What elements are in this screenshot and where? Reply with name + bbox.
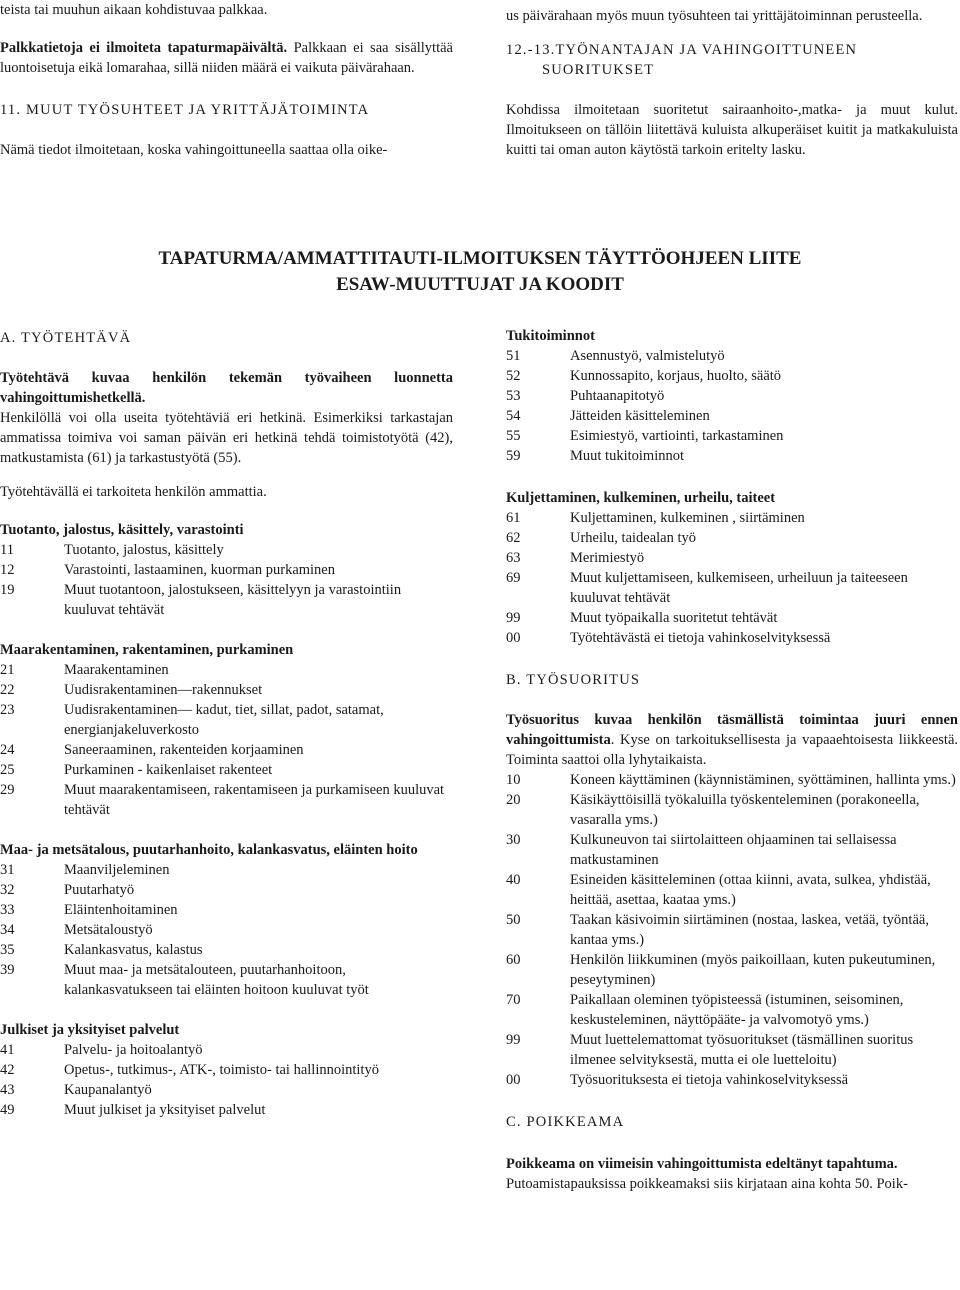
list-item: 62 Urheilu, taidealan työ bbox=[506, 530, 697, 546]
list-item: 61 Kuljettaminen, kulkeminen , siirtäminen bbox=[506, 510, 805, 526]
list-item: 22 Uudisrakentaminen—rakennukset bbox=[0, 682, 263, 698]
list-item: 51 Asennustyö, valmistelutyö bbox=[506, 348, 725, 364]
section-b-definition bbox=[506, 710, 958, 770]
list-item: 54 Jätteiden käsitteleminen bbox=[506, 408, 710, 424]
section-11-text: Nämä tiedot ilmoitetaan, koska vahingoittuneella saattaa olla oike- bbox=[0, 142, 388, 158]
code-list-construction bbox=[0, 660, 453, 820]
salary-bold-text: Palkkatietoja ei ilmoiteta tapaturmapäivältä. bbox=[0, 40, 288, 56]
group-title-agriculture: Maa- ja metsätalous, puutarhanhoito, kalankasvatus, eläinten hoito bbox=[0, 842, 418, 858]
section-a-definition: Työtehtävä kuvaa henkilön tekemän työvaiheen luonnetta vahingoittumishetkellä. bbox=[0, 370, 453, 406]
list-item: 59 Muut tukitoiminnot bbox=[506, 448, 684, 464]
list-item: 33 Eläintenhoitaminen bbox=[0, 902, 178, 918]
list-item: 42 Opetus-, tutkimus-, ATK-, toimisto- tai hallinnointityö bbox=[0, 1062, 379, 1078]
list-item: 49 Muut julkiset ja yksityiset palvelut bbox=[0, 1102, 266, 1118]
list-item: 31 Maanviljeleminen bbox=[0, 862, 170, 878]
code-list-support bbox=[506, 346, 958, 466]
list-item: 53 Puhtaanapitotyö bbox=[506, 388, 665, 404]
list-item: 20 Käsikäyttöisillä työkaluilla työskenteleminen (porakoneella, vasaralla yms.) bbox=[506, 792, 920, 828]
list-item: 43 Kaupanalantyö bbox=[0, 1082, 152, 1098]
list-item: 40 Esineiden käsitteleminen (ottaa kiinni, avata, sulkea, yhdistää, heittää, asettaa, kaataa yms.) bbox=[506, 872, 931, 908]
list-item: 70 Paikallaan oleminen työpisteessä (istuminen, seisominen, keskusteleminen, näyttöpääte- ja valvomotyö yms.) bbox=[506, 992, 904, 1028]
section-b-bold-text: Työsuoritus kuvaa henkilön täsmällistä toimintaa juuri ennen vahingoittumista bbox=[506, 712, 958, 748]
code-list-work-activity bbox=[506, 770, 958, 1090]
list-item: 39 Muut maa- ja metsätalouteen, puutarhanhoitoon, kalankasvatukseen tai eläinten hoitoon kuuluvat työt bbox=[0, 962, 369, 998]
top-right-column bbox=[506, 6, 958, 160]
main-heading-line1: TAPATURMA/AMMATTITAUTI-ILMOITUKSEN TÄYTTÖOHJEEN LIITE bbox=[158, 248, 802, 269]
code-list-production bbox=[0, 540, 453, 620]
list-item: 99 Muut luettelemattomat työsuoritukset (täsmällinen suoritus ilmenee selvityksestä, mutta ei ole luetteloitu) bbox=[506, 1032, 914, 1068]
list-item: 00 Työtehtävästä ei tietoja vahinkoselvityksessä bbox=[506, 630, 831, 646]
section-12-text: Kohdissa ilmoitetaan suoritetut sairaanhoito-,matka- ja muut kulut. Ilmoitukseen on tällöin liitettävä kuluista alkuperäiset kuitit ja matkakuluista kuitti tai oman auton käytöstä tarkoin eritelty lasku. bbox=[506, 102, 958, 158]
section-11-heading: 11. MUUT TYÖSUHTEET JA YRITTÄJÄTOIMINTA bbox=[0, 102, 370, 118]
section-a-heading: A. TYÖTEHTÄVÄ bbox=[0, 330, 132, 346]
list-item: 25 Purkaminen - kaikenlaiset rakenteet bbox=[0, 762, 273, 778]
list-item: 34 Metsätaloustyö bbox=[0, 922, 153, 938]
list-item: 50 Taakan käsivoimin siirtäminen (nostaa, laskea, vetää, työntää, kantaa yms.) bbox=[506, 912, 929, 948]
list-item: 41 Palvelu- ja hoitoalantyö bbox=[0, 1042, 203, 1058]
code-list-transport bbox=[506, 508, 958, 648]
list-item: 24 Saneeraaminen, rakenteiden korjaaminen bbox=[0, 742, 304, 758]
section-c-definition: Poikkeama on viimeisin vahingoittumista edeltänyt tapahtuma. bbox=[506, 1156, 898, 1172]
group-title-support: Tukitoiminnot bbox=[506, 328, 595, 344]
code-list-services bbox=[0, 1040, 453, 1120]
section-b-text: . Kyse on tarkoituksellisesta ja vapaaehtoisesta liikkeestä. Toiminta saattoi olla lyhytaikaista. bbox=[506, 732, 958, 768]
left-main-column bbox=[0, 328, 453, 1120]
continued-paragraph: teista tai muuhun aikaan kohdistuvaa palkkaa. bbox=[0, 2, 268, 18]
list-item: 23 Uudisrakentaminen— kadut, tiet, sillat, padot, satamat, energianjakeluverkosto bbox=[0, 702, 384, 738]
continued-paragraph-right: us päivärahaan myös muun työsuhteen tai yrittäjätoiminnan perusteella. bbox=[506, 8, 923, 24]
list-item: 55 Esimiestyö, vartiointi, tarkastaminen bbox=[506, 428, 784, 444]
list-item: 29 Muut maarakentamiseen, rakentamiseen ja purkamiseen kuuluvat tehtävät bbox=[0, 782, 445, 818]
list-item: 69 Muut kuljettamiseen, kulkemiseen, urheiluun ja taiteeseen kuuluvat tehtävät bbox=[506, 570, 908, 606]
section-12-heading-line2: SUORITUKSET bbox=[542, 62, 655, 78]
list-item: 00 Työsuorituksesta ei tietoja vahinkoselvityksessä bbox=[506, 1072, 849, 1088]
group-title-construction: Maarakentaminen, rakentaminen, purkaminen bbox=[0, 642, 294, 658]
section-12-heading-line1: 12.-13.TYÖNANTAJAN JA VAHINGOITTUNEEN bbox=[506, 42, 858, 58]
section-c-text: Putoamistapauksissa poikkeamaksi siis kirjataan aina kohta 50. Poik- bbox=[506, 1176, 908, 1192]
list-item: 11 Tuotanto, jalostus, käsittely bbox=[0, 542, 224, 558]
main-heading bbox=[0, 246, 960, 298]
section-c-heading: C. POIKKEAMA bbox=[506, 1114, 625, 1130]
list-item: 60 Henkilön liikkuminen (myös paikoillaan, kuten pukeutuminen, peseytyminen) bbox=[506, 952, 936, 988]
list-item: 52 Kunnossapito, korjaus, huolto, säätö bbox=[506, 368, 782, 384]
group-title-services: Julkiset ja yksityiset palvelut bbox=[0, 1022, 180, 1038]
section-a-explanation: Henkilöllä voi olla useita työtehtäviä eri hetkinä. Esimerkiksi tarkastajan ammatissa toimiva voi saman päivän eri hetkinä tehdä toimistotyötä (42), matkustamista (61) ja tarkastustyötä (55). bbox=[0, 410, 453, 466]
section-a-note: Työtehtävällä ei tarkoiteta henkilön ammattia. bbox=[0, 484, 267, 500]
list-item: 19 Muut tuotantoon, jalostukseen, käsittelyyn ja varastointiin kuuluvat tehtävät bbox=[0, 582, 402, 618]
list-item: 30 Kulkuneuvon tai siirtolaitteen ohjaaminen tai sellaisessa matkustaminen bbox=[506, 832, 897, 868]
code-list-agriculture bbox=[0, 860, 453, 1000]
group-title-transport: Kuljettaminen, kulkeminen, urheilu, taiteet bbox=[506, 490, 776, 506]
salary-paragraph bbox=[0, 38, 453, 78]
main-heading-line2: ESAW-MUUTTUJAT JA KOODIT bbox=[336, 274, 624, 295]
list-item: 32 Puutarhatyö bbox=[0, 882, 135, 898]
group-title-production: Tuotanto, jalostus, käsittely, varastointi bbox=[0, 522, 244, 538]
list-item: 35 Kalankasvatus, kalastus bbox=[0, 942, 203, 958]
salary-text: Palkkaan ei saa sisällyttää luontoisetuja eikä lomarahaa, sillä niiden määrä ei vaikuta päivärahaan. bbox=[0, 40, 453, 76]
list-item: 10 Koneen käyttäminen (käynnistäminen, syöttäminen, hallinta yms.) bbox=[506, 772, 956, 788]
list-item: 63 Merimiestyö bbox=[506, 550, 645, 566]
section-b-heading: B. TYÖSUORITUS bbox=[506, 672, 641, 688]
list-item: 21 Maarakentaminen bbox=[0, 662, 169, 678]
top-left-column bbox=[0, 0, 453, 160]
list-item: 12 Varastointi, lastaaminen, kuorman purkaminen bbox=[0, 562, 335, 578]
list-item: 99 Muut työpaikalla suoritetut tehtävät bbox=[506, 610, 778, 626]
right-main-column bbox=[506, 326, 958, 1194]
